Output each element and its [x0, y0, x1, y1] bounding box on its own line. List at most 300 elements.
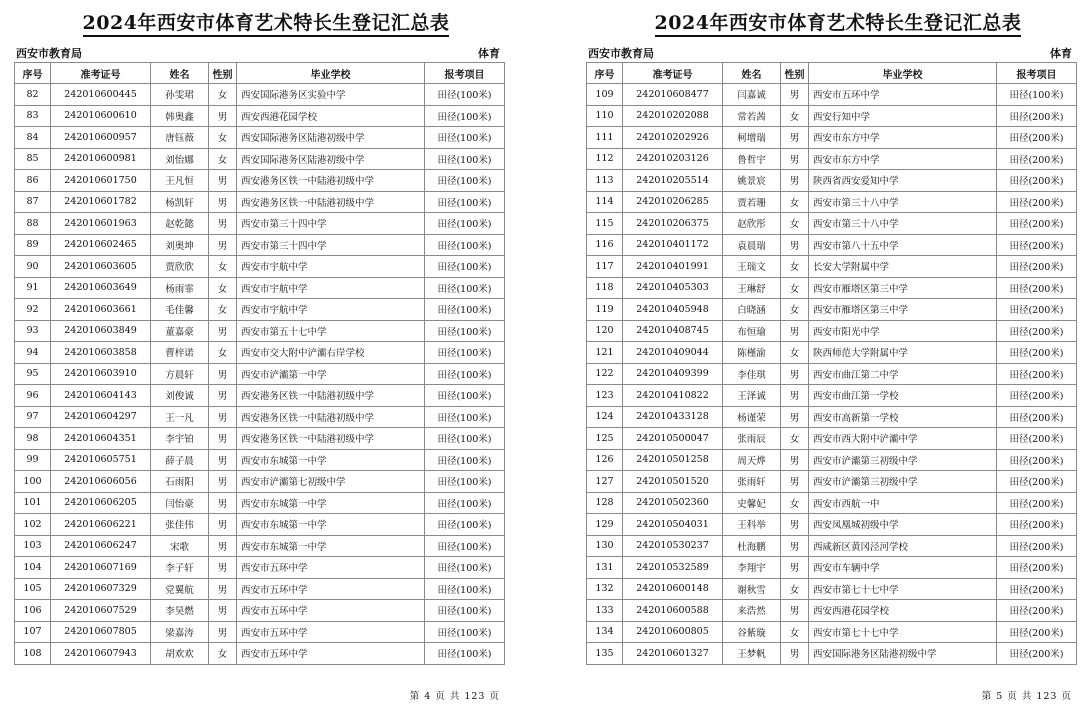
gender-cell: 女	[781, 578, 809, 600]
student-name-cell: 韩奥鑫	[151, 105, 209, 127]
event-cell: 田径(100米)	[425, 514, 505, 536]
exam-number-cell: 242010600610	[51, 105, 151, 127]
school: 西咸新区黄冈泾河学校	[809, 535, 997, 557]
exam-number-cell: 242010202088	[623, 105, 723, 127]
serial-number-cell: 84	[15, 127, 51, 149]
event-cell: 田径(100米)	[425, 256, 505, 278]
gender-cell: 女	[781, 428, 809, 450]
gender-cell: 男	[209, 105, 237, 127]
school: 陕西师范大学附属中学	[809, 342, 997, 364]
table-row	[15, 621, 505, 643]
exam-number-cell: 242010601963	[51, 213, 151, 235]
serial-number-cell: 90	[15, 256, 51, 278]
gender-cell: 女	[209, 84, 237, 106]
exam-number-cell: 242010600588	[623, 600, 723, 622]
page-title: 2024年西安市体育艺术特长生登记汇总表	[6, 8, 526, 35]
gender-cell: 男	[209, 363, 237, 385]
event-cell: 田径(200米)	[997, 600, 1077, 622]
school: 西安市第三十四中学	[237, 213, 425, 235]
exam-number-cell: 242010603605	[51, 256, 151, 278]
school: 西安市东方中学	[809, 148, 997, 170]
gender-cell: 男	[781, 127, 809, 149]
school: 西安凤凰城初级中学	[809, 514, 997, 536]
event-cell: 田径(200米)	[997, 621, 1077, 643]
student-name-cell: 闫嘉诚	[723, 84, 781, 106]
event-cell: 田径(100米)	[425, 621, 505, 643]
school: 西安港务区铁一中陆港初级中学	[237, 170, 425, 192]
exam-number-cell: 242010607805	[51, 621, 151, 643]
school: 西安市阳光中学	[809, 320, 997, 342]
gender-cell: 男	[209, 191, 237, 213]
gender-cell: 女	[781, 621, 809, 643]
serial-number-cell: 131	[587, 557, 623, 579]
school: 西安港务区铁一中陆港初级中学	[237, 191, 425, 213]
serial-number-cell: 93	[15, 320, 51, 342]
gender-cell: 男	[209, 578, 237, 600]
header-name: 姓名	[151, 63, 209, 84]
table-row	[15, 578, 505, 600]
table-row	[15, 600, 505, 622]
student-name-cell: 王泽诚	[723, 385, 781, 407]
serial-number-cell: 96	[15, 385, 51, 407]
page-right	[578, 0, 1080, 710]
gender-cell: 男	[209, 514, 237, 536]
serial-number-cell: 120	[587, 320, 623, 342]
event-cell: 田径(200米)	[997, 428, 1077, 450]
serial-number-cell: 111	[587, 127, 623, 149]
serial-number-cell: 83	[15, 105, 51, 127]
table-row	[587, 363, 1077, 385]
serial-number-cell: 99	[15, 449, 51, 471]
table-row	[15, 191, 505, 213]
gender-cell: 男	[781, 514, 809, 536]
gender-cell: 男	[209, 621, 237, 643]
table-header-row	[15, 63, 505, 84]
event-cell: 田径(100米)	[425, 105, 505, 127]
event-cell: 田径(100米)	[425, 234, 505, 256]
table-row	[587, 578, 1077, 600]
student-name-cell: 孙雯珺	[151, 84, 209, 106]
student-name-cell: 刘怡娜	[151, 148, 209, 170]
school: 西安市西大附中浐灞中学	[809, 428, 997, 450]
gender-cell: 女	[781, 256, 809, 278]
school: 西安市雁塔区第三中学	[809, 277, 997, 299]
gender-cell: 男	[209, 471, 237, 493]
student-name-cell: 党翼航	[151, 578, 209, 600]
student-name-cell: 常若茜	[723, 105, 781, 127]
serial-number-cell: 89	[15, 234, 51, 256]
event-cell: 田径(200米)	[997, 449, 1077, 471]
table-row	[587, 449, 1077, 471]
student-name-cell: 薛子晨	[151, 449, 209, 471]
school: 西安市曲江第一学校	[809, 385, 997, 407]
header-name: 姓名	[723, 63, 781, 84]
table-row	[587, 514, 1077, 536]
table-row	[15, 234, 505, 256]
student-name-cell: 史馨妃	[723, 492, 781, 514]
student-name-cell: 袁晨瑞	[723, 234, 781, 256]
gender-cell: 男	[781, 363, 809, 385]
serial-number-cell: 105	[15, 578, 51, 600]
school: 西安市宇航中学	[237, 299, 425, 321]
student-name-cell: 刘俊诚	[151, 385, 209, 407]
table-row	[15, 170, 505, 192]
school: 西安市宇航中学	[237, 277, 425, 299]
school: 西安行知中学	[809, 105, 997, 127]
serial-number-cell: 87	[15, 191, 51, 213]
gender-cell: 女	[209, 277, 237, 299]
event-cell: 田径(200米)	[997, 170, 1077, 192]
table-row	[15, 428, 505, 450]
serial-number-cell: 125	[587, 428, 623, 450]
exam-number-cell: 242010600445	[51, 84, 151, 106]
gender-cell: 女	[781, 277, 809, 299]
gender-cell: 男	[209, 557, 237, 579]
table-row	[587, 428, 1077, 450]
event-cell: 田径(200米)	[997, 471, 1077, 493]
event-cell: 田径(100米)	[425, 557, 505, 579]
gender-cell: 女	[209, 256, 237, 278]
student-name-cell: 布恒瑜	[723, 320, 781, 342]
gender-cell: 男	[209, 535, 237, 557]
gender-cell: 男	[209, 385, 237, 407]
student-name-cell: 刘奥坤	[151, 234, 209, 256]
exam-number-cell: 242010602465	[51, 234, 151, 256]
gender-cell: 男	[781, 600, 809, 622]
event-cell: 田径(100米)	[425, 535, 505, 557]
header-exam-number: 准考证号	[623, 63, 723, 84]
gender-cell: 男	[781, 471, 809, 493]
exam-number-cell: 242010600805	[623, 621, 723, 643]
table-row	[15, 105, 505, 127]
header-event: 报考项目	[997, 63, 1077, 84]
table-row	[15, 363, 505, 385]
exam-number-cell: 242010405303	[623, 277, 723, 299]
serial-number-cell: 86	[15, 170, 51, 192]
event-cell: 田径(200米)	[997, 299, 1077, 321]
event-cell: 田径(100米)	[425, 428, 505, 450]
serial-number-cell: 133	[587, 600, 623, 622]
table-row	[15, 514, 505, 536]
serial-number-cell: 104	[15, 557, 51, 579]
student-name-cell: 曹梓诺	[151, 342, 209, 364]
serial-number-cell: 129	[587, 514, 623, 536]
gender-cell: 男	[209, 600, 237, 622]
gender-cell: 女	[209, 643, 237, 665]
serial-number-cell: 94	[15, 342, 51, 364]
header-exam-number: 准考证号	[51, 63, 151, 84]
exam-number-cell: 242010501258	[623, 449, 723, 471]
school: 西安港务区铁一中陆港初级中学	[237, 385, 425, 407]
table-row	[15, 471, 505, 493]
serial-number-cell: 115	[587, 213, 623, 235]
event-cell: 田径(100米)	[425, 449, 505, 471]
event-cell: 田径(100米)	[425, 84, 505, 106]
event-cell: 田径(200米)	[997, 320, 1077, 342]
table-header-row	[587, 63, 1077, 84]
table-row	[15, 449, 505, 471]
gender-cell: 男	[209, 492, 237, 514]
serial-number-cell: 112	[587, 148, 623, 170]
table-row	[587, 406, 1077, 428]
gender-cell: 女	[781, 342, 809, 364]
header-school: 毕业学校	[809, 63, 997, 84]
school: 西安市高新第一学校	[809, 406, 997, 428]
meta-row	[588, 45, 1072, 59]
exam-number-cell: 242010600957	[51, 127, 151, 149]
school: 西安市五环中学	[237, 643, 425, 665]
school: 西安市曲江第二中学	[809, 363, 997, 385]
gender-cell: 男	[781, 385, 809, 407]
school: 西安市五环中学	[237, 578, 425, 600]
table-row	[587, 471, 1077, 493]
event-cell: 田径(100米)	[425, 170, 505, 192]
event-cell: 田径(200米)	[997, 406, 1077, 428]
exam-number-cell: 242010607943	[51, 643, 151, 665]
serial-number-cell: 98	[15, 428, 51, 450]
serial-number-cell: 110	[587, 105, 623, 127]
meta-row	[16, 45, 500, 59]
serial-number-cell: 123	[587, 385, 623, 407]
school: 西安市五环中学	[237, 557, 425, 579]
event-cell: 田径(100米)	[425, 385, 505, 407]
exam-number-cell: 242010401991	[623, 256, 723, 278]
school: 西安市东城第一中学	[237, 492, 425, 514]
gender-cell: 女	[209, 299, 237, 321]
school: 西安市浐灞第三初级中学	[809, 471, 997, 493]
student-name-cell: 石雨阳	[151, 471, 209, 493]
school: 西安市第三十八中学	[809, 213, 997, 235]
event-cell: 田径(100米)	[425, 127, 505, 149]
event-cell: 田径(100米)	[425, 492, 505, 514]
table-row	[587, 234, 1077, 256]
event-cell: 田径(200米)	[997, 234, 1077, 256]
student-name-cell: 梁嘉涛	[151, 621, 209, 643]
school: 西安市东城第一中学	[237, 514, 425, 536]
serial-number-cell: 127	[587, 471, 623, 493]
student-name-cell: 杜海鹏	[723, 535, 781, 557]
table-row	[15, 557, 505, 579]
school: 西安国际港务区陆港初级中学	[237, 127, 425, 149]
serial-number-cell: 92	[15, 299, 51, 321]
exam-number-cell: 242010601327	[623, 643, 723, 665]
student-name-cell: 方晨轩	[151, 363, 209, 385]
gender-cell: 男	[781, 449, 809, 471]
student-name-cell: 贾若珊	[723, 191, 781, 213]
exam-number-cell: 242010607529	[51, 600, 151, 622]
table-row	[587, 84, 1077, 106]
school: 西安市雁塔区第三中学	[809, 299, 997, 321]
school: 西安西港花园学校	[809, 600, 997, 622]
table-row	[587, 299, 1077, 321]
table-row	[587, 191, 1077, 213]
student-name-cell: 王凡恒	[151, 170, 209, 192]
exam-number-cell: 242010502360	[623, 492, 723, 514]
student-name-cell: 张佳伟	[151, 514, 209, 536]
event-cell: 田径(200米)	[997, 191, 1077, 213]
category-label: 体育	[478, 47, 500, 60]
student-name-cell: 谷紫璇	[723, 621, 781, 643]
event-cell: 田径(100米)	[997, 84, 1077, 106]
event-cell: 田径(100米)	[425, 191, 505, 213]
exam-number-cell: 242010203126	[623, 148, 723, 170]
student-name-cell: 陈槿渝	[723, 342, 781, 364]
issuing-organization: 西安市教育局	[16, 47, 82, 60]
exam-number-cell: 242010410822	[623, 385, 723, 407]
exam-number-cell: 242010604297	[51, 406, 151, 428]
student-name-cell: 胡欢欢	[151, 643, 209, 665]
event-cell: 田径(100米)	[425, 277, 505, 299]
exam-number-cell: 242010500047	[623, 428, 723, 450]
exam-number-cell: 242010603858	[51, 342, 151, 364]
gender-cell: 男	[209, 170, 237, 192]
serial-number-cell: 103	[15, 535, 51, 557]
event-cell: 田径(100米)	[425, 406, 505, 428]
table-row	[587, 277, 1077, 299]
exam-number-cell: 242010603661	[51, 299, 151, 321]
exam-number-cell: 242010605751	[51, 449, 151, 471]
school: 西安市宇航中学	[237, 256, 425, 278]
table-row	[15, 643, 505, 665]
header-serial-number: 序号	[587, 63, 623, 84]
student-name-cell: 王梦帆	[723, 643, 781, 665]
exam-number-cell: 242010608477	[623, 84, 723, 106]
event-cell: 田径(200米)	[997, 213, 1077, 235]
school: 西安西港花园学校	[237, 105, 425, 127]
header-serial-number: 序号	[15, 63, 51, 84]
category-label: 体育	[1050, 47, 1072, 60]
exam-number-cell: 242010405948	[623, 299, 723, 321]
event-cell: 田径(200米)	[997, 363, 1077, 385]
serial-number-cell: 109	[587, 84, 623, 106]
exam-number-cell: 242010603649	[51, 277, 151, 299]
serial-number-cell: 106	[15, 600, 51, 622]
student-name-cell: 李佳琪	[723, 363, 781, 385]
gender-cell: 女	[781, 299, 809, 321]
header-gender: 性别	[781, 63, 809, 84]
student-name-cell: 赵乾懿	[151, 213, 209, 235]
school: 西安国际港务区陆港初级中学	[809, 643, 997, 665]
exam-number-cell: 242010603910	[51, 363, 151, 385]
gender-cell: 男	[781, 643, 809, 665]
table-row	[15, 84, 505, 106]
serial-number-cell: 97	[15, 406, 51, 428]
serial-number-cell: 135	[587, 643, 623, 665]
event-cell: 田径(100米)	[425, 148, 505, 170]
student-name-cell: 姚景宸	[723, 170, 781, 192]
event-cell: 田径(200米)	[997, 514, 1077, 536]
table-row	[15, 148, 505, 170]
event-cell: 田径(100米)	[425, 363, 505, 385]
student-name-cell: 贾欣欣	[151, 256, 209, 278]
gender-cell: 男	[781, 234, 809, 256]
student-name-cell: 杨雨霏	[151, 277, 209, 299]
table-row	[587, 621, 1077, 643]
serial-number-cell: 126	[587, 449, 623, 471]
student-name-cell: 董嘉豪	[151, 320, 209, 342]
event-cell: 田径(100米)	[425, 342, 505, 364]
school: 西安港务区铁一中陆港初级中学	[237, 428, 425, 450]
serial-number-cell: 85	[15, 148, 51, 170]
student-name-cell: 杨凯轩	[151, 191, 209, 213]
event-cell: 田径(200米)	[997, 127, 1077, 149]
school: 西安市西航一中	[809, 492, 997, 514]
serial-number-cell: 102	[15, 514, 51, 536]
gender-cell: 男	[781, 170, 809, 192]
serial-number-cell: 116	[587, 234, 623, 256]
exam-number-cell: 242010601750	[51, 170, 151, 192]
serial-number-cell: 118	[587, 277, 623, 299]
serial-number-cell: 121	[587, 342, 623, 364]
serial-number-cell: 122	[587, 363, 623, 385]
school: 西安市东方中学	[809, 127, 997, 149]
table-row	[15, 127, 505, 149]
gender-cell: 男	[781, 148, 809, 170]
table-row	[587, 385, 1077, 407]
gender-cell: 女	[781, 213, 809, 235]
student-name-cell: 毛佳馨	[151, 299, 209, 321]
serial-number-cell: 88	[15, 213, 51, 235]
table-body	[587, 84, 1077, 665]
table-row	[587, 557, 1077, 579]
gender-cell: 男	[781, 535, 809, 557]
exam-number-cell: 242010401172	[623, 234, 723, 256]
exam-number-cell: 242010530237	[623, 535, 723, 557]
school: 西安市浐灞第三初级中学	[809, 449, 997, 471]
event-cell: 田径(100米)	[425, 320, 505, 342]
event-cell: 田径(100米)	[425, 213, 505, 235]
gender-cell: 女	[781, 191, 809, 213]
student-name-cell: 杨谨荣	[723, 406, 781, 428]
serial-number-cell: 117	[587, 256, 623, 278]
header-gender: 性别	[209, 63, 237, 84]
school: 西安市浐灞第七初级中学	[237, 471, 425, 493]
student-name-cell: 柯增瑞	[723, 127, 781, 149]
gender-cell: 男	[209, 234, 237, 256]
event-cell: 田径(100米)	[425, 600, 505, 622]
gender-cell: 女	[209, 127, 237, 149]
event-cell: 田径(100米)	[425, 578, 505, 600]
gender-cell: 男	[781, 320, 809, 342]
gender-cell: 女	[209, 342, 237, 364]
serial-number-cell: 95	[15, 363, 51, 385]
page-title: 2024年西安市体育艺术特长生登记汇总表	[578, 8, 1080, 35]
student-name-cell: 赵欣彤	[723, 213, 781, 235]
exam-number-cell: 242010501520	[623, 471, 723, 493]
exam-number-cell: 242010409399	[623, 363, 723, 385]
exam-number-cell: 242010601782	[51, 191, 151, 213]
school: 西安市浐灞第一中学	[237, 363, 425, 385]
serial-number-cell: 100	[15, 471, 51, 493]
gender-cell: 男	[781, 406, 809, 428]
student-name-cell: 张雨辰	[723, 428, 781, 450]
table-row	[15, 299, 505, 321]
gender-cell: 男	[209, 428, 237, 450]
page-left	[6, 0, 526, 710]
student-name-cell: 宋歌	[151, 535, 209, 557]
serial-number-cell: 124	[587, 406, 623, 428]
exam-number-cell: 242010600148	[623, 578, 723, 600]
school: 西安市第七十七中学	[809, 621, 997, 643]
student-name-cell: 李昊燃	[151, 600, 209, 622]
page-number: 第 4 页 共 123 页	[409, 691, 500, 702]
school: 西安市车辆中学	[809, 557, 997, 579]
school: 西安市第七十七中学	[809, 578, 997, 600]
event-cell: 田径(200米)	[997, 148, 1077, 170]
student-name-cell: 王一凡	[151, 406, 209, 428]
table-row	[15, 492, 505, 514]
school: 西安港务区铁一中陆港初级中学	[237, 406, 425, 428]
